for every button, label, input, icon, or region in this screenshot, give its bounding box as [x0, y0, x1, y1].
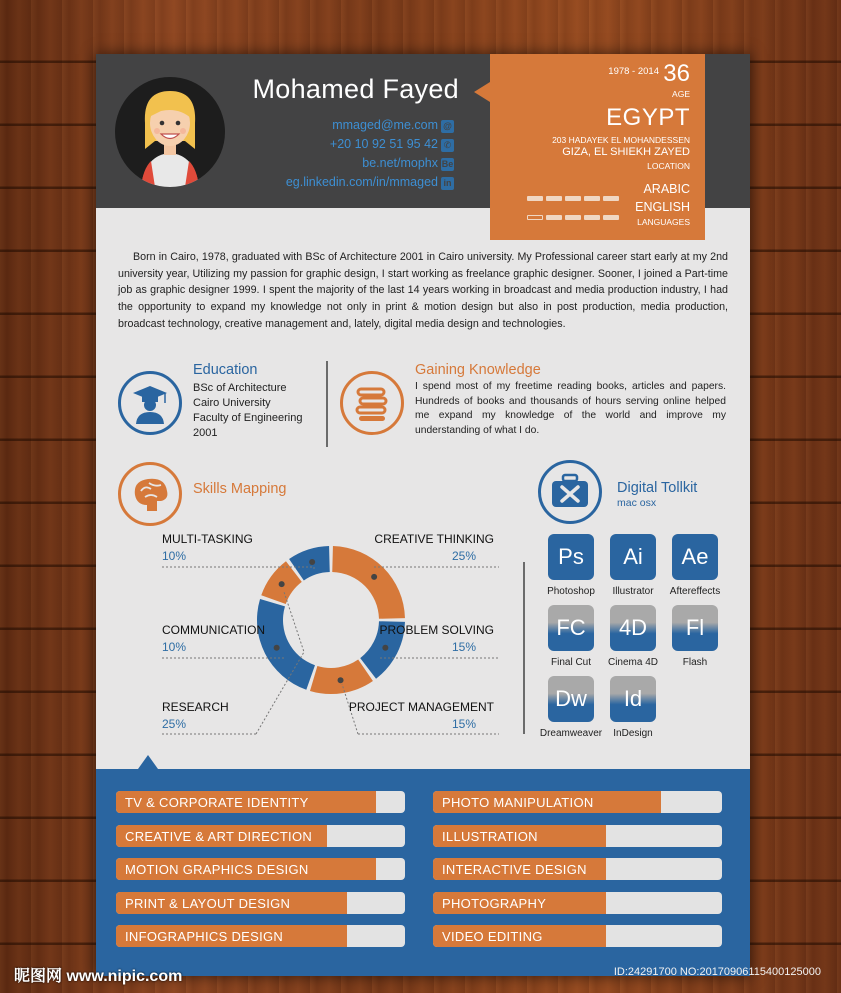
app-label: Photoshop	[547, 586, 595, 597]
email-icon: @	[441, 120, 454, 133]
skill-creative-pct: 25%	[451, 549, 476, 563]
knowledge-title: Gaining Knowledge	[415, 362, 541, 378]
skill-research-pct: 25%	[162, 717, 187, 731]
age-value: 36	[663, 60, 690, 87]
skill-bar	[433, 892, 722, 914]
app-tile-indesign: Id	[610, 676, 656, 722]
skill-bar-label: CREATIVE & ART DIRECTION	[125, 828, 313, 844]
skill-communication-pct: 10%	[162, 640, 187, 654]
skill-bar-label: PHOTOGRAPHY	[442, 895, 547, 911]
skill-bar	[116, 858, 405, 880]
skill-communication-label: COMMUNICATION	[162, 623, 266, 637]
skill-bar-label: INFOGRAPHICS DESIGN	[125, 929, 284, 944]
language-english: ENGLISH	[635, 200, 690, 214]
skill-problem-label: PROBLEM SOLVING	[379, 623, 494, 637]
app-label: Dreamweaver	[539, 728, 603, 739]
watermark-site: 昵图网 www.nipic.com	[14, 968, 183, 985]
app-tile-final-cut: FC	[548, 605, 594, 651]
skill-project-pct: 15%	[451, 717, 476, 731]
app-tile-dreamweaver: Dw	[548, 676, 594, 722]
phone-icon: ✆	[441, 139, 454, 152]
app-label: Flash	[682, 657, 708, 668]
linkedin-icon: in	[441, 177, 454, 190]
person-name: Mohamed Fayed	[252, 74, 459, 104]
skill-multitasking-label: MULTI-TASKING	[162, 532, 253, 546]
app-tile-illustrator: Ai	[610, 534, 656, 580]
skill-bar-label: ILLUSTRATION	[442, 828, 538, 844]
country: EGYPT	[606, 104, 690, 131]
language-arabic: ARABIC	[643, 182, 690, 196]
behance-icon: Be	[441, 159, 454, 169]
skill-creative-label: CREATIVE THINKING	[374, 532, 494, 546]
app-tile-cinema-4d: 4D	[610, 605, 656, 651]
age-label: AGE	[672, 89, 690, 99]
education-university: Cairo University	[193, 397, 271, 409]
email-link[interactable]: mmaged@me.com	[332, 118, 438, 132]
linkedin-link[interactable]: eg.linkedin.com/in/mmaged	[285, 175, 438, 189]
app-label: Aftereffects	[669, 586, 721, 597]
toolkit-divider	[523, 562, 525, 734]
skill-bar-label: INTERACTIVE DESIGN	[442, 862, 587, 877]
skill-bar-label: PRINT & LAYOUT DESIGN	[125, 895, 291, 911]
app-label: Illustrator	[612, 586, 654, 597]
behance-link[interactable]: be.net/mophx	[362, 156, 438, 170]
years-range: 1978 - 2014	[608, 66, 659, 77]
app-label: InDesign	[613, 728, 653, 739]
skill-bar	[433, 791, 722, 813]
skill-multitasking-pct: 10%	[162, 549, 187, 563]
skill-research-label: RESEARCH	[162, 700, 229, 714]
address-line-2: GIZA, EL SHIEKH ZAYED	[562, 146, 690, 158]
skill-bar	[116, 925, 405, 947]
address-line-1: 203 HADAYEK EL MOHANDESSEN	[552, 135, 690, 145]
skill-bar-label: VIDEO EDITING	[442, 929, 543, 944]
skill-bar	[433, 925, 722, 947]
toolkit-subtitle: mac osx	[617, 497, 657, 509]
toolkit-title: Digital Tollkit	[617, 480, 698, 496]
app-tile-photoshop: Ps	[548, 534, 594, 580]
watermark-id: ID:24291700 NO:20170906115400125000	[613, 966, 821, 978]
bio-paragraph: Born in Cairo, 1978, graduated with BSc of Architecture 2001 in Cairo university. My Professional career start early at my 2nd university year, Utilizing my passion for graphic design, I start working as freelance graphic designer. Sooner, I joined a Part-time job as graphic designer 1999. I spent the majority of the last 14 years working in broadcast and media production industry, I had the opportunity to expand my knowledge not only in print & motion design but also in post production, media production, broadcast technology, creative management and, lately, digital media design and technologies.	[118, 251, 728, 330]
skill-problem-pct: 15%	[451, 640, 476, 654]
app-label: Cinema 4D	[607, 657, 659, 668]
skill-bar	[116, 892, 405, 914]
skills-mapping-title: Skills Mapping	[193, 481, 287, 497]
languages-label: LANGUAGES	[637, 217, 690, 227]
skill-bar-label: TV & CORPORATE IDENTITY	[125, 795, 309, 810]
skill-bar-label: MOTION GRAPHICS DESIGN	[125, 862, 309, 877]
resume-sheet	[96, 54, 750, 976]
skill-bar	[116, 825, 405, 847]
skill-bar	[433, 858, 722, 880]
knowledge-text: I spend most of my freetime reading books, articles and papers. Hundreds of books and thousands of hours serving online helped me expand my knowledge of the world and improve my understanding of what I do.	[415, 381, 726, 436]
app-label: Final Cut	[550, 657, 591, 668]
skill-bar	[433, 825, 722, 847]
education-year: 2001	[193, 427, 218, 439]
location-label: LOCATION	[647, 161, 690, 171]
education-faculty: Faculty of Engineering	[193, 412, 303, 424]
app-tile-flash: Fl	[672, 605, 718, 651]
skill-bar	[116, 791, 405, 813]
app-tile-aftereffects: Ae	[672, 534, 718, 580]
skill-project-label: PROJECT MANAGEMENT	[348, 700, 494, 714]
education-title: Education	[193, 362, 258, 378]
toolkit-icon	[538, 460, 602, 524]
phone-link[interactable]: +20 10 92 51 95 42	[329, 137, 438, 151]
education-degree: BSc of Architecture	[193, 382, 287, 394]
skill-bar-label: PHOTO MANIPULATION	[442, 795, 594, 810]
